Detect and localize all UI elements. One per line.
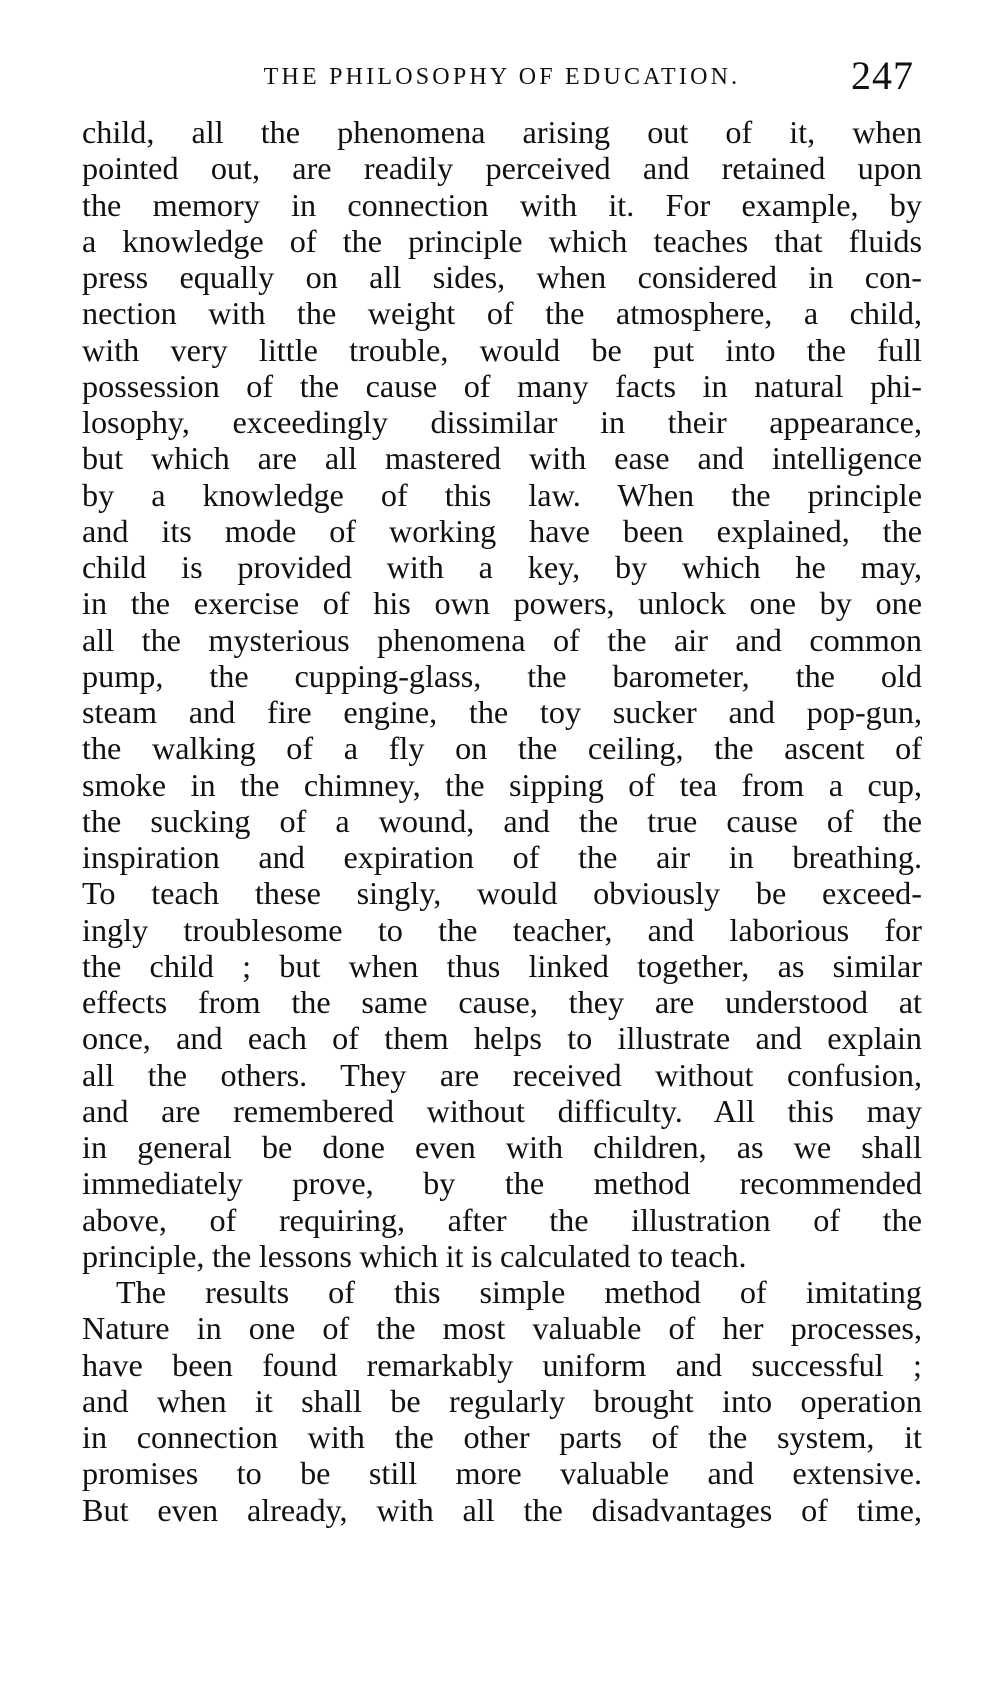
body-text [82,114,922,1528]
text-line: promises to be still more valuable and extensive. [82,1455,922,1492]
text-line: possession of the cause of many facts in natural phi- [82,367,922,404]
running-title: THE PHILOSOPHY OF EDUCATION. [263,64,741,90]
text-line: the memory in connection with it. For example, by [82,186,922,223]
text-line: principle, the lessons which it is calculated to teach. [82,1237,747,1274]
text-line: ingly troublesome to the teacher, and laborious for [82,911,922,948]
text-line: and when it shall be regularly brought into operation [82,1382,922,1419]
text-line: all the mysterious phenomena of the air and common [82,621,922,658]
text-line: Nature in one of the most valuable of her processes, [82,1310,922,1347]
text-line: losophy, exceedingly dissimilar in their appearance, [82,404,922,440]
text-line: in general be done even with children, as we shall [82,1129,922,1165]
text-line: and its mode of working have been explained, the [82,512,922,549]
text-line: child, all the phenomena arising out of it, when [82,114,922,150]
text-line: pump, the cupping-glass, the barometer, the old [82,657,922,694]
text-line: and are remembered without difficulty. All this may [82,1092,922,1129]
text-line: the sucking of a wound, and the true cause of the [82,802,922,839]
text-line: child is provided with a key, by which he may, [82,549,922,585]
paragraph-2 [82,1274,922,1528]
text-line: a knowledge of the principle which teaches that fluids [82,222,922,259]
text-line: The results of this simple method of imitating [116,1274,922,1310]
text-line: once, and each of them helps to illustrate and explain [82,1020,922,1057]
text-line: by a knowledge of this law. When the principle [82,476,922,513]
running-head [82,52,922,102]
text-line: in the exercise of his own powers, unlock one by one [82,585,922,622]
text-line: with very little trouble, would be put into the full [82,331,922,368]
text-line: immediately prove, by the method recommended [82,1165,922,1202]
text-line: smoke in the chimney, the sipping of tea from a cup, [82,766,922,803]
text-line: But even already, with all the disadvantages of time, [82,1491,922,1528]
text-line: inspiration and expiration of the air in breathing. [82,839,922,875]
text-line: have been found remarkably uniform and successful ; [82,1346,922,1383]
text-line: the walking of a fly on the ceiling, the ascent of [82,730,922,767]
text-line: effects from the same cause, they are understood at [82,984,922,1020]
text-line: To teach these singly, would obviously be exceed- [82,875,922,912]
text-line: steam and fire engine, the toy sucker and pop-gun, [82,694,922,730]
paragraph-1 [82,114,922,1274]
text-line: all the others. They are received without confusion, [82,1056,922,1093]
text-line: nection with the weight of the atmosphere, a child, [82,295,922,332]
text-line: press equally on all sides, when considered in con- [82,259,922,295]
text-line: above, of requiring, after the illustration of the [82,1201,922,1238]
text-line: but which are all mastered with ease and intelligence [82,440,922,477]
page-number: 247 [851,53,914,98]
text-line: pointed out, are readily perceived and retained upon [82,150,922,187]
text-line: in connection with the other parts of the system, it [82,1419,922,1455]
text-line: the child ; but when thus linked together, as similar [82,947,922,984]
